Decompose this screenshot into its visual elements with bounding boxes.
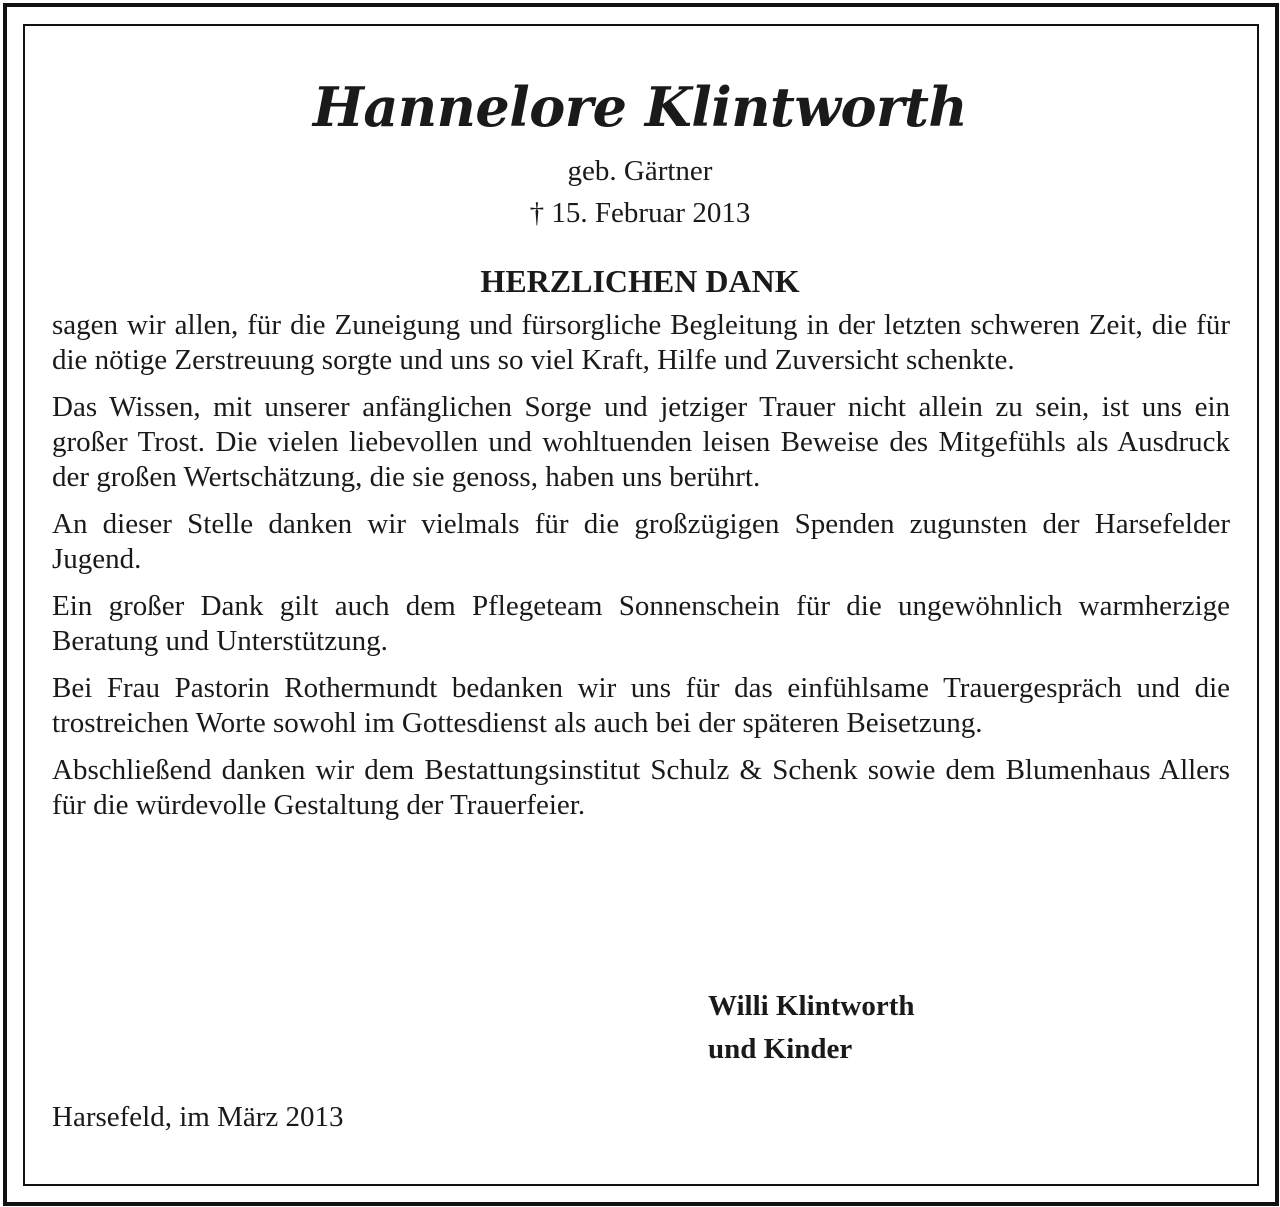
paragraph: Bei Frau Pastorin Rothermundt bedanken wir uns für das einfühlsame Trauergespräch und die trostreichen Worte sowohl im Gottesdienst als auch bei der späteren Beisetzung.	[52, 672, 1230, 739]
birth-name: geb. Gärtner	[567, 155, 713, 187]
paragraph: Ein großer Dank gilt auch dem Pflegeteam Sonnenschein für die ungewöhnlich warmherzige Beratung und Unterstützung.	[52, 590, 1230, 657]
thanks-heading: HERZLICHEN DANK	[480, 263, 800, 299]
thanks-body	[52, 308, 1230, 835]
signature-name: Willi Klintworth	[708, 990, 915, 1022]
deceased-name: Hannelore Klintworth	[312, 75, 968, 139]
place-and-date: Harsefeld, im März 2013	[52, 1101, 344, 1133]
signature-block	[708, 985, 915, 1071]
death-date: † 15. Februar 2013	[529, 197, 751, 229]
paragraph: sagen wir allen, für die Zuneigung und fürsorgliche Begleitung in der letzten schweren Zeit, die für die nötige Zerstreuung sorgte und uns so viel Kraft, Hilfe und Zuversicht schenkte.	[52, 309, 1230, 376]
paragraph: Das Wissen, mit unserer anfänglichen Sorge und jetziger Trauer nicht allein zu sein, ist uns ein großer Trost. Die vielen liebevollen und wohltuenden leisen Beweise des Mitgefühls als Ausdruck der großen Wertschätzung, die sie genoss, haben uns berührt.	[52, 391, 1230, 493]
paragraph: Abschließend danken wir dem Bestattungsinstitut Schulz & Schenk sowie dem Blumenhaus Allers für die würdevolle Gestaltung der Trauerfeier.	[52, 754, 1230, 821]
paragraph: An dieser Stelle danken wir vielmals für die großzügigen Spenden zugunsten der Harsefelder Jugend.	[52, 508, 1230, 575]
signature-family: und Kinder	[708, 1033, 853, 1065]
